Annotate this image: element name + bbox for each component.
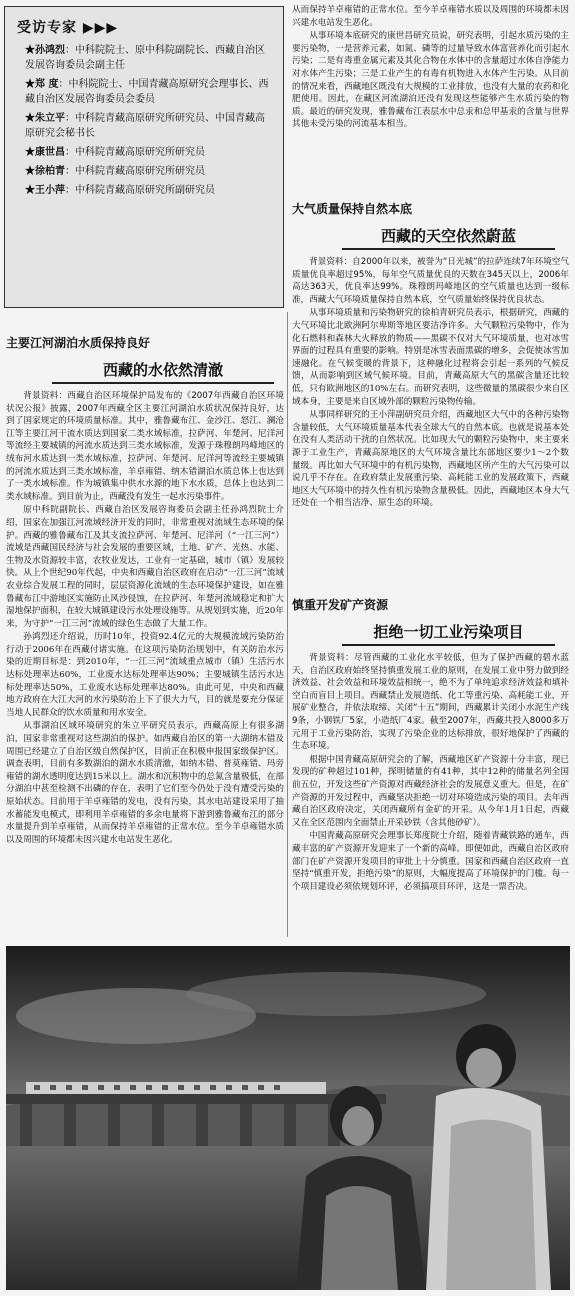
mining-kicker: 慎重开发矿产资源 xyxy=(292,598,389,612)
expert-name: 徐柏青 xyxy=(35,166,65,177)
air-headline: 西藏的天空依然蔚蓝 xyxy=(342,225,555,250)
section-air-paragraph: 从事环境质量和污染物研究的徐柏青研究员表示，根据研究，西藏的大气环境比北欧洲阿尔卑斯等地区要洁净许多。大气颗粒污染物中，作为化石燃料和森林大火释放的物质——黑碳不仅对大气环境质量，也对冰雪界面的过程具有重要的影响。特别是冰雪表面黑碳的增多，会促使冰雪加速融化。在气候变暖的背景下，这种融化过程将会引起一系列的气候反馈，从而影响到区域气候环境。目前，青藏高原大气的黑碳含量还比较低，只有欧洲地区的10%左右。而研究表明，这些微量的黑碳很少来自区域本身，主要是来自区域外部的颗粒污染物传输。 xyxy=(292,308,569,407)
expert-separator: ： xyxy=(65,45,75,56)
expert-desc: 中科院青藏高原研究所研究员、中国青藏高原研究会秘书长 xyxy=(25,113,265,139)
section-air-paragraph: 背景资料：自2000年以来，被誉为“日光城”的拉萨连续7年环境空气质量优良率超过95%，每年空气质量优良的天数在345天以上，2006年高达363天，优良率达99%。珠穆朗玛峰地区的空气质量也达到一级标准，西藏大气环境质量保持自然本底，空气质量始终保持优良状态。 xyxy=(292,257,569,305)
expert-name: 康世昌 xyxy=(35,147,65,158)
expert-entry xyxy=(25,43,273,73)
water-paragraph-tail: 从而保持羊卓雍错的正常水位。至今羊卓雍错水质以及周围的环境都未因兴建水电站发生恶化。 xyxy=(292,5,569,28)
star-icon: ★ xyxy=(25,79,35,90)
tibetan-women-railway-photo xyxy=(6,946,570,1290)
expert-name: 郑 度 xyxy=(35,79,59,90)
expert-separator: ： xyxy=(65,113,75,124)
mining-headline: 拒绝一切工业污染项目 xyxy=(342,621,555,646)
star-icon: ★ xyxy=(25,185,35,196)
experts-box xyxy=(4,6,284,308)
mining-body xyxy=(292,652,569,893)
star-icon: ★ xyxy=(25,166,35,177)
expert-list xyxy=(5,43,283,198)
expert-name: 朱立平 xyxy=(35,113,65,124)
mining-section xyxy=(292,596,569,938)
water-section xyxy=(6,334,284,936)
water-paragraph-kang: 从事环境本底研究的康世昌研究员说，研究表明，引起水质污染的主要污染物，一是营养元素，如氮、磷等的过量导致水体富营养化而引起水污染；二是有毒重金属元素及其化合物在水体中的含量超过水体自净能力对水体产生污染；三是工业产生的有毒有机物进入水体产生污染。从目前的情况来看，西藏地区既没有大规模的工业排放，也没有大量的农药和化肥使用。因此，在藏区河流湖泊还没有发现这些能够产生水质污染的物质。最近的研究发现，雅鲁藏布江表层水中总汞和总甲基汞的含量与世界其他未受污染的河流基本相当。 xyxy=(292,31,569,130)
expert-desc: 中科院青藏高原研究所副研究员 xyxy=(75,185,215,196)
experts-box-title: 受访专家 ▶▶▶ xyxy=(17,20,119,36)
air-body xyxy=(292,256,569,510)
section-air-paragraph: 从事同样研究的王小萍副研究员介绍，西藏地区大气中的各种污染物含量较低，大气环境质量基本代表全球大气的自然本底。也就是说基本处在没有人类活动干扰的自然状况。比如现大气的颗粒污染物中，来主要来源于工业生产，青藏高原地区的大气环境含量比东部地区要少1～2个数量级。再比如大气环境中的有机污染物，西藏地区所产生的大气污染可以说几乎不存在。在政府禁止发展重污染、高耗能工业的发展政策下，西藏地区大气环境中的持久性有机污染物含量极低。因此，西藏地区本身大气还处在一个相当洁净、原生态的环境。 xyxy=(292,410,569,509)
photo-illustration xyxy=(6,946,570,1290)
section-mining-paragraph: 中国青藏高原研究会理事长郑度院士介绍，随着青藏铁路的通车，西藏丰富的矿产资源开发迎来了一个新的高峰。即便如此，西藏自治区政府部门在矿产资源开发项目的审批上十分慎重。国家和西藏自治区政府一直坚持“慎重开发，拒绝污染”的原则，大幅度提高了环境保护的门槛。每一个项目建设必须依规划环评，必须搞项目环评，这是一票否决。 xyxy=(292,831,569,892)
expert-entry xyxy=(25,145,273,160)
section-mining-paragraph: 根据中国青藏高原研究会的了解，西藏地区矿产资源十分丰富，现已发现的矿种超过101种，探明储量的有41种，其中12种的储量名列全国前五位，开发这些矿产资源对西藏经济社会的发展意义重大。但是，在矿产资源的开发过程中，西藏坚决拒绝一切对环境造成污染的项目。去年西藏自治区政府决定，关闭西藏所有金矿的开采。从今年1月1日起，西藏又在全区范围内全面禁止开采砂铁（含其他砂矿）。 xyxy=(292,754,569,828)
expert-separator: ： xyxy=(65,185,75,196)
expert-name: 孙鸿烈 xyxy=(35,45,65,56)
air-kicker: 大气质量保持自然本底 xyxy=(292,202,413,216)
expert-name: 王小萍 xyxy=(35,185,65,196)
expert-entry xyxy=(25,77,273,107)
expert-separator: ： xyxy=(65,166,75,177)
expert-separator: ： xyxy=(65,147,75,158)
water-body xyxy=(6,390,284,846)
section-water-paragraph: 原中科院副院长、西藏自治区发展咨询委员会副主任孙鸿烈院士介绍，国家在加强江河流域经济开发的同时，非常重视对流域生态环境的保护。西藏的雅鲁藏布江及其支流拉萨河、年楚河、尼洋河（“一江三河”）流域是西藏国民经济与社会发展的重要区域，土地、矿产、光热、水能、生物及水资源较丰富，农牧业发达，工业有一定基础，城市（镇）发展较快。从上个世纪90年代起，中央和西藏自治区政府在启动“一江三河”流域农业综合发展工程的同时，层层资源化流域的生态环境保护建设，如在雅鲁藏布江中游地区实施防止风沙侵蚀，在拉萨河、年楚河流域稳定和扩大湿地保护面积，在较大城镇建设污水处理设施等。从规划到实施，近20年来，为守护“一江三河”流域的绿色生态做了大量工作。 xyxy=(6,505,284,629)
expert-entry xyxy=(25,164,273,179)
water-continuation xyxy=(292,4,569,190)
expert-entry xyxy=(25,111,273,141)
expert-desc: 中科院青藏高原研究所研究员 xyxy=(75,166,205,177)
expert-desc: 中科院院士、原中科院副院长、西藏自治区发展咨询委员会副主任 xyxy=(25,45,265,71)
water-kicker: 主要江河湖泊水质保持良好 xyxy=(6,336,151,350)
expert-desc: 中科院院士、中国青藏高原研究会理事长、西藏自治区发展咨询委员会委员 xyxy=(25,79,269,105)
section-water-paragraph: 背景资料：西藏自治区环境保护局发布的《2007年西藏自治区环境状况公报》披露，2007年西藏全区主要江河湖泊水质状况保持良好，达到了国家规定的环境质量标准。其中，雅鲁藏布江、金沙江、怒江、澜沧江等主要江河干流水质达到国家二类水域标准，拉萨河、年楚河、尼洋河等流经主要城镇的河流水质达到三类水域标准，发源于珠穆朗玛峰地区的绒布河水质达到一类水域标准，拉萨河、年楚河、尼洋河等流经主要城镇的河流水质达到三类水域标准，羊卓雍错、纳木错湖泊水质总体上也达到了一类水域标准。作为城镇集中供水水源的地下水水质，总体上也达到二类水域标准。到目前为止，西藏没有发生一起水污染事件。 xyxy=(6,391,284,502)
star-icon: ★ xyxy=(25,45,35,56)
water-headline: 西藏的水依然清澈 xyxy=(52,359,274,384)
expert-entry xyxy=(25,183,273,198)
expert-separator: ： xyxy=(58,79,69,90)
section-water-paragraph: 从事湖泊区域环境研究的朱立平研究员表示，西藏高原上有很多湖泊，国家非常重视对这些湖泊的保护。如西藏自治区的第一大湖纳木错及周围已经建立了自治区级自然保护区，目前正在积极申报国家级保护区。调查表明，目前有多数湖泊的湖水水质清澈，如纳木错、普莫雍错、玛旁雍错的湖水透明度达到15米以上。湖水和沉积物中的总氮含量极低，在部分湖泊中甚至检测不出磷的存在，表明了它们至今仍处于没有遭受污染的原始状态。目前用于羊卓雍错的发电，没有污染，其水电站建设采用了抽水蓄能发电模式，即利用羊卓雍错的多余电量将下游到雅鲁藏布江的部分水量提升到羊卓雍错，从而保持羊卓雍错的正常水位。至今羊卓雍错水质以及周围的环境都未因兴建水电站发生恶化。 xyxy=(6,721,284,845)
star-icon: ★ xyxy=(25,147,35,158)
section-water-paragraph: 孙鸿烈还介绍说，历时10年，投资92.4亿元的大规模流域污染防治行动于2006年在西藏付诸实施。在这项污染防治规划中，有关防治水污染的近期目标是：到2010年，“一江三河”流域重点城市（镇）生活污水达标处理率达60%，工业废水达标处理率达90%；主要城镇生活污水达标处理率达50%，工业废水达标处理率达80%。由此可见，中央和西藏地方政府在大江大河的水污染防治上下了很大力气，目的就是要充分保证当地人民群众的饮水质量和用水安全。 xyxy=(6,632,284,718)
star-icon: ★ xyxy=(25,113,35,124)
column-divider xyxy=(287,312,288,937)
expert-desc: 中科院青藏高原研究所研究员 xyxy=(75,147,205,158)
section-mining-paragraph: 背景资料：尽管西藏的工业化水平较低，但为了保护西藏的碧水蓝天，自治区政府始终坚持慎重发展工业的原则，在发展工业中努力做到经济效益、社会效益和环境效益相统一，绝不为了单纯追求经济效益和填补空白而盲目上项目。西藏禁止发展造纸、化工等重污染、高耗能工业，开展矿业整合，并依法取缔、关闭“十五”期间，西藏累计关闭小水泥生产线9条，小钢铁厂5家，小造纸厂4家。截至2007年，西藏共投入8000多万元用于工业污染防治，实现了污染企业的达标排放，很好地保护了西藏的生态环境。 xyxy=(292,653,569,752)
air-section xyxy=(292,200,569,592)
